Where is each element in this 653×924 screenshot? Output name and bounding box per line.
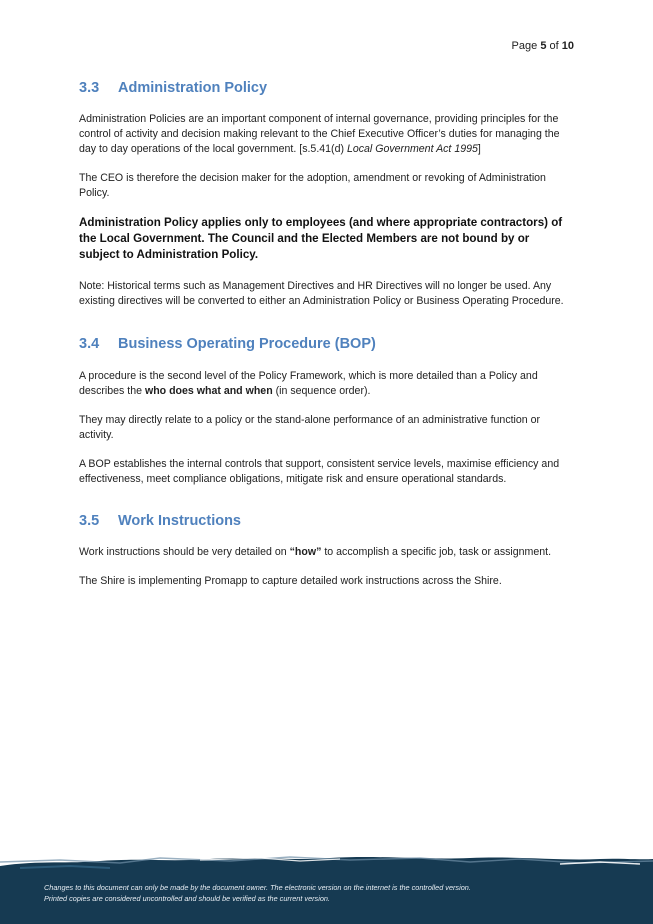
footer-line-1: Changes to this document can only be made by the document owner. The electronic version on the internet is the controlled version. — [44, 883, 471, 892]
heading-business-operating-procedure: 3.4 Business Operating Procedure (BOP) — [79, 336, 376, 352]
paragraph-promapp: The Shire is implementing Promapp to capture detailed work instructions across the Shire. — [79, 575, 502, 587]
paragraph-admin-policy-scope: Administration Policy applies only to employees (and where appropriate contractors) of the Local Government. The Council and the Elected Members are not bound by or subject to Administration Policy. — [79, 216, 563, 261]
footer-line-2: Printed copies are considered uncontrolled and should be verified as the current version. — [44, 894, 330, 903]
page-number: Page 5 of 10 — [511, 40, 574, 52]
paragraph-ceo-decision: The CEO is therefore the decision maker for the adoption, amendment or revoking of Administration Policy. — [79, 172, 546, 199]
heading-work-instructions: 3.5 Work Instructions — [79, 513, 241, 529]
paragraph-admin-policy-intro: Administration Policies are an important component of internal governance, providing principles for the control of activity and decision making relevant to the Chief Executive Officer’s duties for managing the day to day operations of the local government. [s.5.41(d) Local Government Act 1995] — [79, 113, 560, 155]
footer-disclaimer — [44, 882, 471, 904]
paragraph-procedure-definition: A procedure is the second level of the Policy Framework, which is more detailed than a Policy and describes the who does what and when (in sequence order). — [79, 370, 538, 397]
heading-administration-policy: 3.3 Administration Policy — [79, 80, 268, 96]
paragraph-work-instructions-detail: Work instructions should be very detailed on “how” to accomplish a specific job, task or assignment. — [79, 546, 552, 558]
footer-banner — [0, 852, 653, 924]
paragraph-bop-controls: A BOP establishes the internal controls that support, consistent service levels, maximise efficiency and effectiveness, meet compliance obligations, mitigate risk and ensure operational standards. — [79, 458, 560, 485]
paragraph-policy-relation: They may directly relate to a policy or the stand-alone performance of an administrative function or activity. — [79, 414, 541, 441]
paragraph-historical-note: Note: Historical terms such as Management Directives and HR Directives will no longer be used. Any existing directives will be converted to either an Administration Policy or Business Operating Procedure. — [79, 280, 564, 307]
total-pages: 10 — [561, 40, 574, 52]
current-page: 5 — [540, 40, 547, 52]
